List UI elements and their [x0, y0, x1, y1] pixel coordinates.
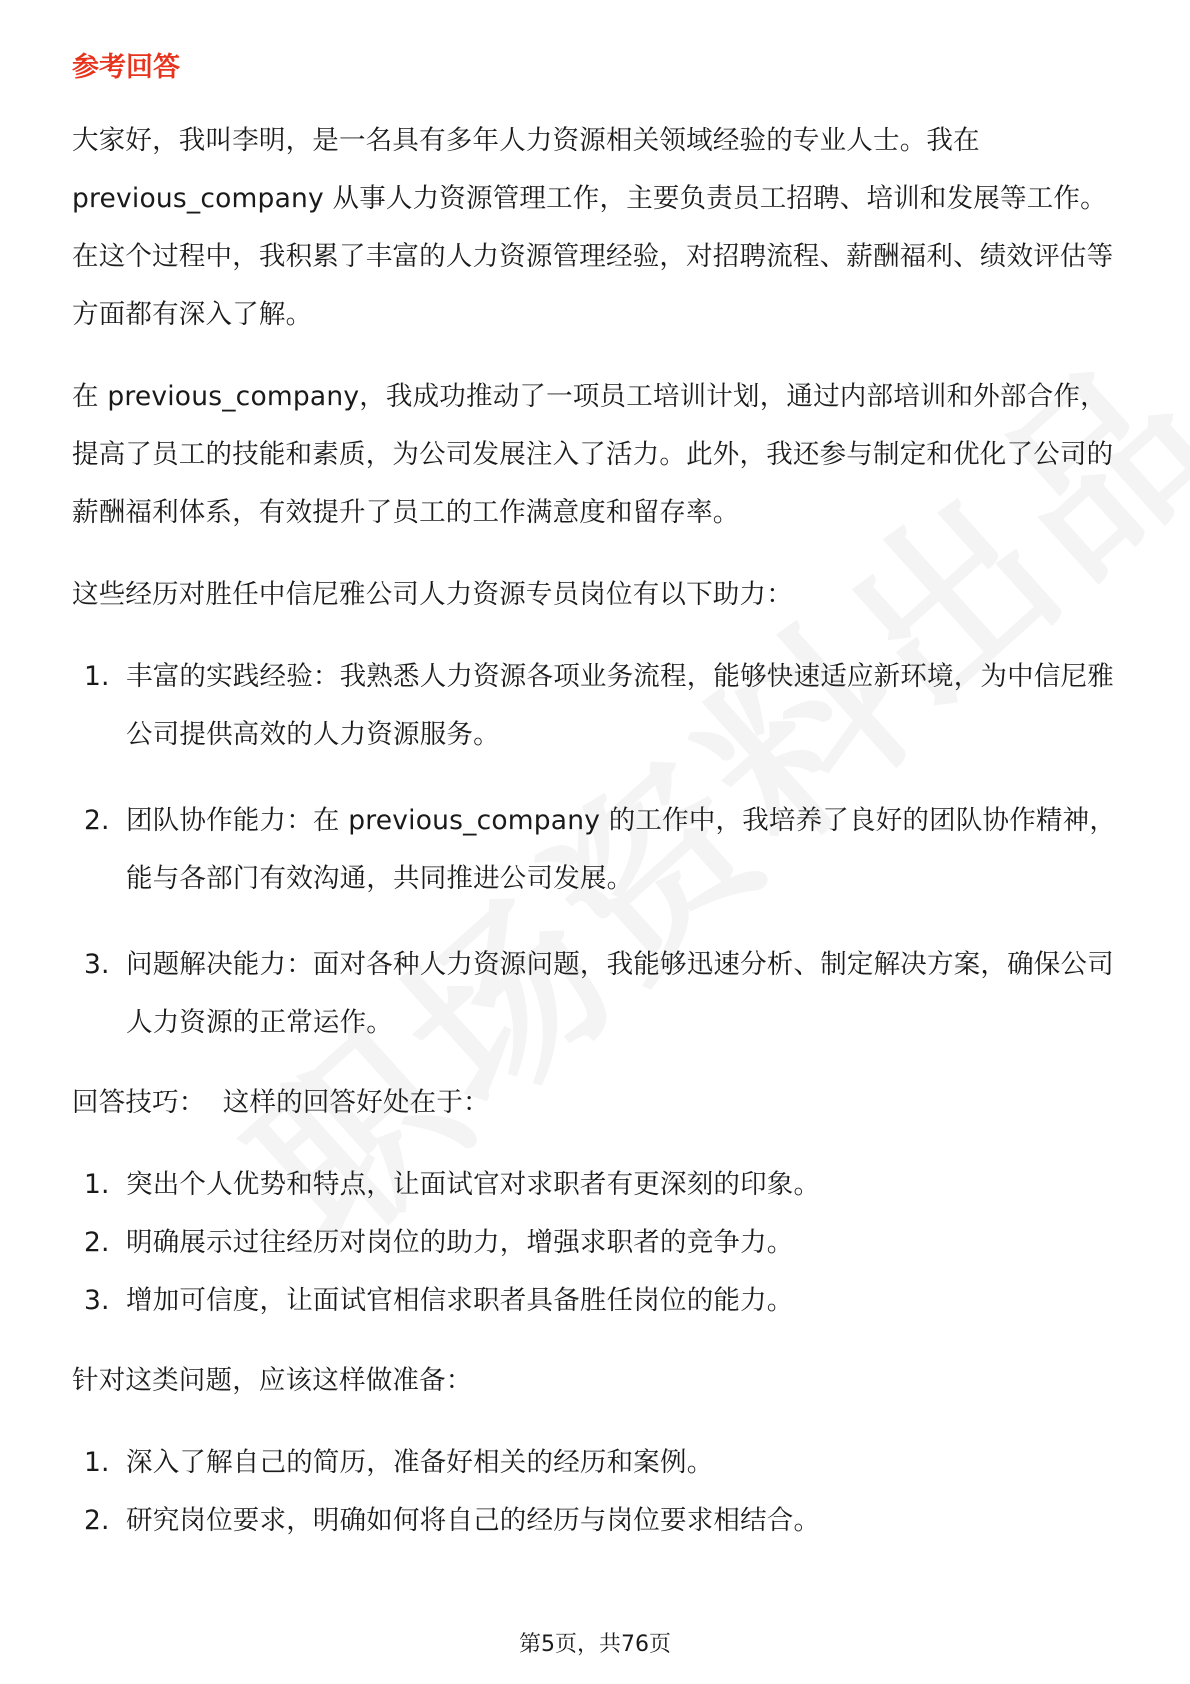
list-item-number: 2. — [84, 1505, 110, 1536]
list-item-number: 2. — [84, 805, 110, 836]
list-item — [72, 1434, 1118, 1492]
list-item — [72, 1272, 1118, 1330]
paragraph-achievements: 在 previous_company，我成功推动了一项员工培训计划，通过内部培训和外部合作，提高了员工的技能和素质，为公司发展注入了活力。此外，我还参与制定和优化了公司的薪酬福利体系，有效提升了员工的工作满意度和留存率。 — [72, 381, 1114, 528]
list-item-number: 3. — [84, 949, 110, 980]
list-item-text: 问题解决能力：面对各种人力资源问题，我能够迅速分析、制定解决方案，确保公司人力资源的正常运作。 — [126, 949, 1114, 1038]
list-item-text: 研究岗位要求，明确如何将自己的经历与岗位要求相结合。 — [126, 1505, 821, 1536]
list-item-text: 团队协作能力：在 previous_company 的工作中，我培养了良好的团队协作精神，能与各部门有效沟通，共同推进公司发展。 — [126, 805, 1117, 894]
paragraph-intro: 大家好，我叫李明，是一名具有多年人力资源相关领域经验的专业人士。我在 previous_company 从事人力资源管理工作，主要负责员工招聘、培训和发展等工作。在这个过程中，我积累了丰富的人力资源管理经验，对招聘流程、薪酬福利、绩效评估等方面都有深入了解。 — [72, 125, 1114, 330]
page-content — [72, 48, 1118, 1572]
list-item — [72, 792, 1118, 908]
list-item-number: 1. — [84, 1169, 110, 1200]
list-item — [72, 1156, 1118, 1214]
list-item — [72, 648, 1118, 764]
list-item-text: 明确展示过往经历对岗位的助力，增强求职者的竞争力。 — [126, 1227, 794, 1258]
list-item-number: 1. — [84, 661, 110, 692]
list-item-number: 2. — [84, 1227, 110, 1258]
paragraph-prep-intro: 针对这类问题，应该这样做准备： — [72, 1365, 473, 1396]
paragraph-tips-intro: 回答技巧： 这样的回答好处在于： — [72, 1087, 490, 1118]
list-item-number: 3. — [84, 1285, 110, 1316]
helps-list — [72, 648, 1118, 1052]
prep-list — [72, 1434, 1118, 1550]
list-item-text: 突出个人优势和特点，让面试官对求职者有更深刻的印象。 — [126, 1169, 821, 1200]
section-heading: 参考回答 — [72, 52, 180, 83]
list-item — [72, 1214, 1118, 1272]
tips-list — [72, 1156, 1118, 1330]
page-number-footer: 第5页，共76页 — [519, 1632, 671, 1657]
paragraph-helps-intro: 这些经历对胜任中信尼雅公司人力资源专员岗位有以下助力： — [72, 579, 793, 610]
list-item-number: 1. — [84, 1447, 110, 1478]
list-item — [72, 1492, 1118, 1550]
list-item-text: 深入了解自己的简历，准备好相关的经历和案例。 — [126, 1447, 714, 1478]
list-item — [72, 936, 1118, 1052]
list-item-text: 丰富的实践经验：我熟悉人力资源各项业务流程，能够快速适应新环境，为中信尼雅公司提供高效的人力资源服务。 — [126, 661, 1114, 750]
list-item-text: 增加可信度，让面试官相信求职者具备胜任岗位的能力。 — [126, 1285, 794, 1316]
